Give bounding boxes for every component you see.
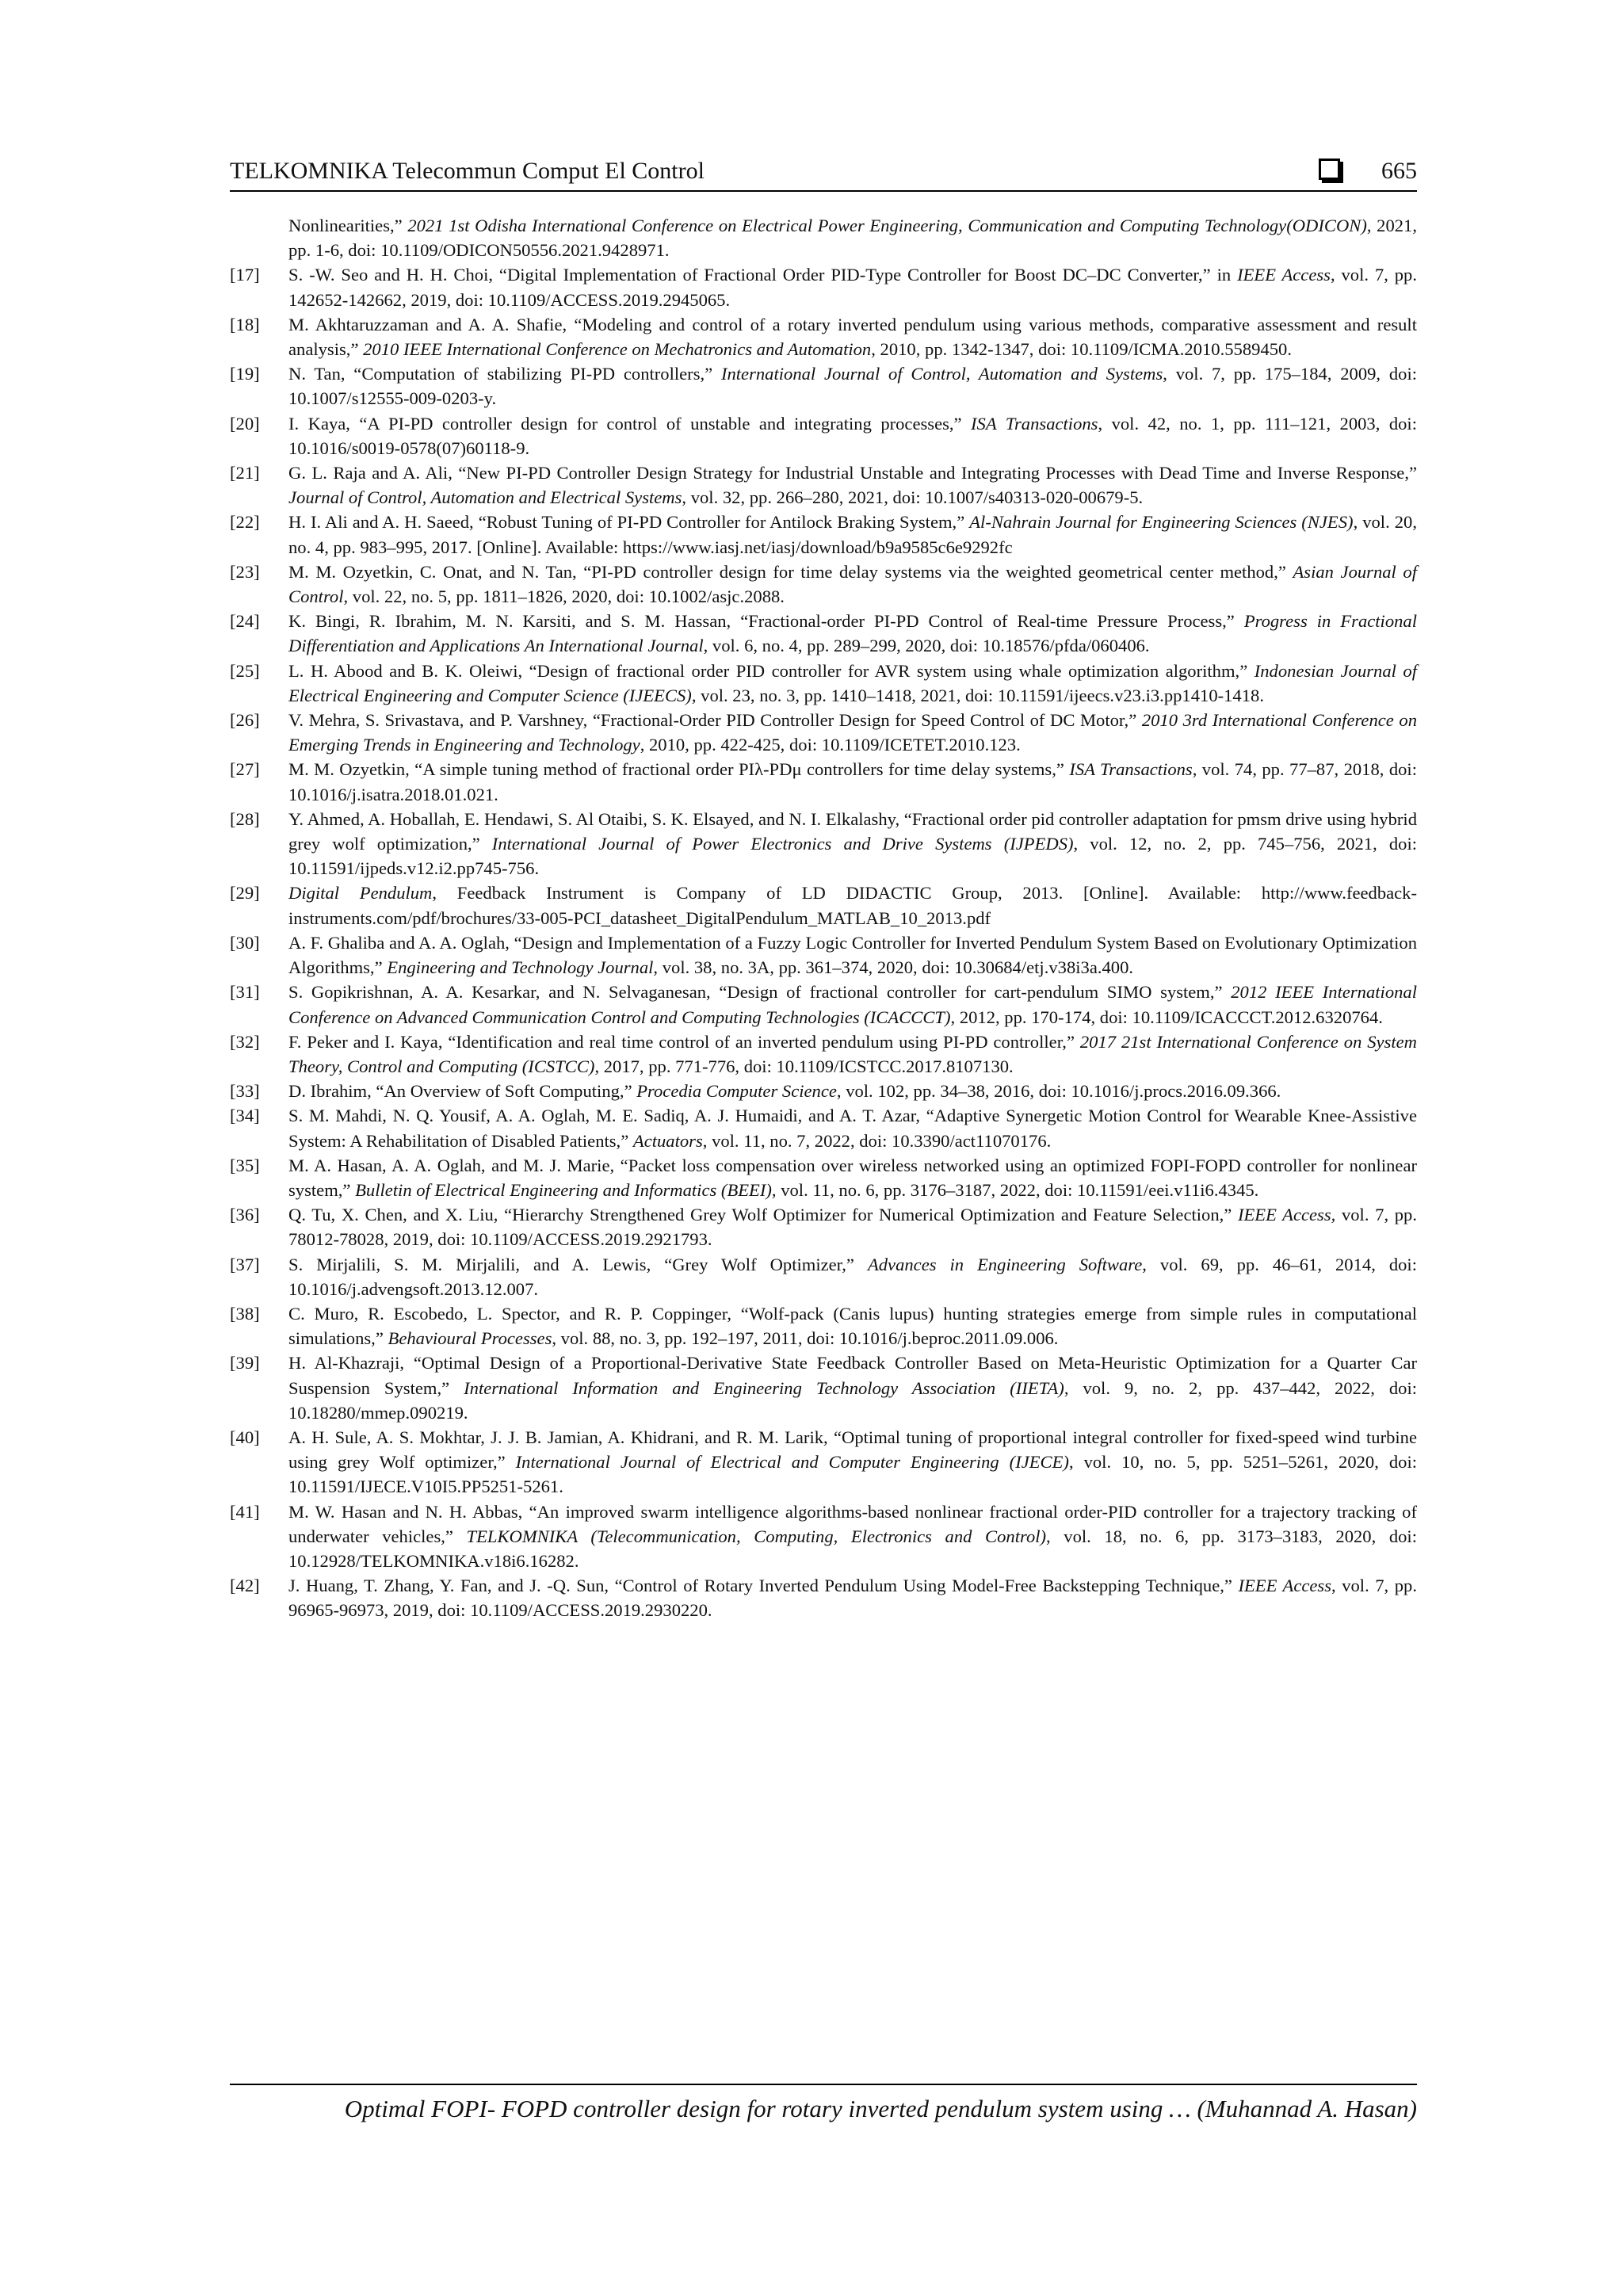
- reference-item: [230, 1573, 1417, 1622]
- reference-item: [230, 807, 1417, 881]
- reference-item: [230, 609, 1417, 658]
- reference-venue: Progress in Fractional Differentiation and Applications An International Journal: [288, 611, 1417, 656]
- reference-number: [31]: [230, 982, 260, 1003]
- reference-venue: 2012 IEEE International Conference on Advanced Communication Control and Computing Technologies (ICACCCT): [288, 982, 1417, 1027]
- reference-number: [28]: [230, 808, 260, 829]
- reference-number: [37]: [230, 1254, 260, 1274]
- reference-venue: Asian Journal of Control: [288, 561, 1417, 607]
- reference-text-pre: F. Peker and I. Kaya, “Identification and real time control of an inverted pendulum using PI-PD controller,”: [288, 1031, 1080, 1052]
- reference-item: [230, 1079, 1417, 1103]
- page-number-group: [1319, 155, 1417, 187]
- reference-text: [288, 881, 1417, 930]
- reference-number: [32]: [230, 1031, 260, 1052]
- reference-text-post: , vol. 38, no. 3A, pp. 361–374, 2020, doi: 10.30684/etj.v38i3a.400.: [653, 957, 1134, 978]
- reference-text-pre: N. Tan, “Computation of stabilizing PI-PD controllers,”: [288, 364, 721, 384]
- page-header: [230, 155, 1417, 192]
- reference-text-post: , vol. 20, no. 4, pp. 983–995, 2017. [Online]. Available: https://www.iasj.net/iasj/download/b9a9585c6e9292fc: [288, 512, 1417, 557]
- reference-text: [288, 1202, 1417, 1251]
- reference-text-post: , vol. 23, no. 3, pp. 1410–1418, 2021, doi: 10.11591/ijeecs.v23.i3.pp1410-1418.: [691, 685, 1264, 705]
- reference-item: [230, 460, 1417, 510]
- reference-text: [288, 560, 1417, 609]
- reference-item: [230, 361, 1417, 411]
- reference-text: [288, 361, 1417, 411]
- reference-text-post: , Feedback Instrument is Company of LD DIDACTIC Group, 2013. [Online]. Available: http://www.feedback-instruments.com/pdf/brochures/33-005-PCI_datasheet_DigitalPendulum_MATLAB_10_2013.pdf: [288, 883, 1417, 928]
- reference-number: [22]: [230, 512, 260, 533]
- reference-item: [230, 930, 1417, 980]
- reference-text-post: , vol. 88, no. 3, pp. 192–197, 2011, doi: 10.1016/j.beproc.2011.09.006.: [552, 1328, 1059, 1349]
- reference-text: [288, 1079, 1417, 1103]
- reference-number: [36]: [230, 1205, 260, 1225]
- reference-item: [230, 881, 1417, 930]
- reference-venue: Procedia Computer Science: [636, 1081, 837, 1102]
- reference-text-pre: Y. Ahmed, A. Hoballah, E. Hendawi, S. Al Otaibi, S. K. Elsayed, and N. I. Elkalashy, “Fractional order pid controller adaptation for pmsm drive using hybrid grey wolf optimization,”: [288, 808, 1417, 854]
- reference-text: [288, 510, 1417, 559]
- reference-text: [288, 1252, 1417, 1301]
- reference-text-pre: V. Mehra, S. Srivastava, and P. Varshney, “Fractional-Order PID Controller Design for Speed Control of DC Motor,”: [288, 710, 1142, 731]
- reference-text-pre: M. Akhtaruzzaman and A. A. Shafie, “Modeling and control of a rotary inverted pendulum using various methods, comparative assessment and result analysis,”: [288, 314, 1417, 360]
- reference-number: [35]: [230, 1155, 260, 1175]
- reference-text: [288, 1301, 1417, 1350]
- reference-item: [230, 1301, 1417, 1350]
- reference-text-pre: S. Gopikrishnan, A. A. Kesarkar, and N. Selvaganesan, “Design of fractional controller for cart-pendulum SIMO system,”: [288, 982, 1232, 1003]
- reference-text-post: , vol. 11, no. 7, 2022, doi: 10.3390/act11070176.: [702, 1130, 1052, 1151]
- reference-text-pre: Nonlinearities,”: [288, 216, 408, 235]
- reference-text-post: , vol. 9, no. 2, pp. 437–442, 2022, doi: 10.18280/mmep.090219.: [288, 1377, 1417, 1423]
- reference-text-pre: A. H. Sule, A. S. Mokhtar, J. J. B. Jamian, A. Khidrani, and R. M. Larik, “Optimal tuning of proportional integral controller for fixed-speed wind turbine using grey Wolf optimizer,”: [288, 1427, 1417, 1473]
- reference-venue: Digital Pendulum: [288, 883, 433, 904]
- reference-text-post: vol. 7, pp. 78012-78028, 2019, doi: 10.1109/ACCESS.2019.2921793.: [288, 1205, 1418, 1250]
- reference-venue: IEEE Access,: [1237, 1205, 1336, 1225]
- reference-venue: ISA Transactions: [1069, 759, 1193, 780]
- reference-venue: International Information and Engineering Technology Association (IIETA): [464, 1377, 1064, 1398]
- reference-number: [33]: [230, 1081, 260, 1102]
- reference-item: [230, 312, 1417, 361]
- reference-text-post: , vol. 7, pp. 96965-96973, 2019, doi: 10.1109/ACCESS.2019.2930220.: [288, 1576, 1417, 1621]
- reference-venue: 2017 21st International Conference on System Theory, Control and Computing (ICSTCC): [288, 1031, 1417, 1076]
- reference-text: [288, 609, 1417, 658]
- reference-number: [19]: [230, 364, 260, 384]
- reference-text-pre: M. W. Hasan and N. H. Abbas, “An improved swarm intelligence algorithms-based nonlinear fractional order-PID controller for a trajectory tracking of underwater vehicles,”: [288, 1501, 1417, 1546]
- reference-number: [25]: [230, 660, 260, 681]
- reference-text: [288, 1573, 1417, 1622]
- reference-item: [230, 510, 1417, 559]
- reference-text-pre: Q. Tu, X. Chen, and X. Liu, “Hierarchy Strengthened Grey Wolf Optimizer for Numerical Optimization and Feature Selection,”: [288, 1205, 1238, 1225]
- reference-text-post: , 2017, pp. 771-776, doi: 10.1109/ICSTCC.2017.8107130.: [594, 1056, 1014, 1076]
- reference-text-pre: C. Muro, R. Escobedo, L. Spector, and R. P. Coppinger, “Wolf-pack (Canis lupus) hunting strategies emerge from simple rules in computational simulations,”: [288, 1303, 1417, 1349]
- reference-venue: ISA Transactions: [971, 413, 1098, 434]
- reference-text: [288, 1153, 1417, 1202]
- reference-item: [230, 757, 1417, 806]
- page-footer: [230, 2084, 1417, 2125]
- reference-continuation: [288, 213, 1417, 262]
- reference-venue: 2010 IEEE International Conference on Mechatronics and Automation: [363, 339, 872, 360]
- reference-list: [230, 213, 1417, 1623]
- reference-text: [288, 930, 1417, 980]
- reference-text-pre: S. M. Mahdi, N. Q. Yousif, A. A. Oglah, M. E. Sadiq, A. J. Humaidi, and A. T. Azar, “Adaptive Synergetic Motion Control for Wearable Knee-Assistive System: A Rehabilitation of Disabled Patients,”: [288, 1106, 1417, 1151]
- reference-item: [230, 1499, 1417, 1574]
- reference-text-pre: I. Kaya, “A PI-PD controller design for control of unstable and integrating processes,”: [288, 413, 972, 434]
- reference-text-post: , vol. 7, pp. 142652-142662, 2019, doi: 10.1109/ACCESS.2019.2945065.: [288, 265, 1417, 310]
- reference-text: [288, 980, 1417, 1029]
- reference-item: [230, 980, 1417, 1029]
- reference-number: [41]: [230, 1501, 260, 1522]
- reference-text-pre: J. Huang, T. Zhang, Y. Fan, and J. -Q. Sun, “Control of Rotary Inverted Pendulum Using Model-Free Backstepping Technique,”: [288, 1576, 1239, 1596]
- reference-text-pre: M. M. Ozyetkin, C. Onat, and N. Tan, “PI-PD controller design for time delay systems via the weighted geometrical center method,”: [288, 561, 1293, 582]
- reference-text: [288, 312, 1417, 361]
- reference-text-post: , vol. 74, pp. 77–87, 2018, doi: 10.1016/j.isatra.2018.01.021.: [288, 759, 1417, 804]
- reference-text-pre: M. A. Hasan, A. A. Oglah, and M. J. Marie, “Packet loss compensation over wireless networked using an optimized FOPI-FOPD controller for nonlinear system,”: [288, 1155, 1417, 1200]
- reference-venue: International Journal of Power Electronics and Drive Systems (IJPEDS): [491, 834, 1074, 854]
- reference-venue: IEEE Access: [1238, 1576, 1331, 1596]
- reference-text-post: , vol. 6, no. 4, pp. 289–299, 2020, doi: 10.18576/pfda/060406.: [703, 636, 1150, 656]
- reference-number: [34]: [230, 1106, 260, 1126]
- reference-text: [288, 1499, 1417, 1574]
- reference-item: [230, 659, 1417, 708]
- reference-text: [288, 262, 1417, 311]
- reference-text-pre: D. Ibrahim, “An Overview of Soft Computing,”: [288, 1081, 637, 1102]
- reference-text-pre: A. F. Ghaliba and A. A. Oglah, “Design and Implementation of a Fuzzy Logic Controller for Inverted Pendulum System Based on Evolutionary Optimization Algorithms,”: [288, 932, 1417, 978]
- reference-text-pre: L. H. Abood and B. K. Oleiwi, “Design of fractional order PID controller for AVR system using whale optimization algorithm,”: [288, 660, 1254, 681]
- reference-text-post: , vol. 12, no. 2, pp. 745–756, 2021, doi: 10.11591/ijpeds.v12.i2.pp745-756.: [288, 834, 1417, 879]
- reference-venue: Engineering and Technology Journal: [387, 957, 654, 978]
- reference-item: [230, 1252, 1417, 1301]
- reference-text: [288, 1350, 1417, 1425]
- reference-number: [27]: [230, 759, 260, 780]
- reference-item: [230, 708, 1417, 757]
- reference-number: [24]: [230, 611, 260, 632]
- reference-text-post: , vol. 32, pp. 266–280, 2021, doi: 10.1007/s40313-020-00679-5.: [682, 487, 1144, 508]
- reference-number: [26]: [230, 710, 260, 731]
- reference-text: [288, 708, 1417, 757]
- reference-text: [288, 411, 1417, 460]
- reference-item: [230, 560, 1417, 609]
- reference-item: [230, 1103, 1417, 1152]
- journal-title: TELKOMNIKA Telecommun Comput El Control: [230, 158, 705, 184]
- reference-item: [230, 411, 1417, 460]
- reference-number: [30]: [230, 932, 260, 953]
- reference-text-pre: M. M. Ozyetkin, “A simple tuning method of fractional order PIλ-PDμ controllers for time delay systems,”: [288, 759, 1070, 780]
- reference-venue: International Journal of Control, Automation and Systems: [720, 364, 1163, 384]
- reference-item: [230, 1153, 1417, 1202]
- reference-text: [288, 757, 1417, 806]
- reference-text-post: , 2021, pp. 1-6, doi: 10.1109/ODICON50556.2021.9428971.: [288, 216, 1417, 261]
- reference-text-pre: H. Al-Khazraji, “Optimal Design of a Proportional-Derivative State Feedback Controller Based on Meta-Heuristic Optimization for a Quarter Car Suspension System,”: [288, 1353, 1417, 1398]
- footer-article-title: Optimal FOPI- FOPD controller design for rotary inverted pendulum system using … (Muhannad A. Hasan): [344, 2095, 1417, 2122]
- reference-item: [230, 1202, 1417, 1251]
- reference-venue: TELKOMNIKA (Telecommunication, Computing, Electronics and Control): [466, 1526, 1047, 1546]
- reference-item: [230, 1030, 1417, 1079]
- reference-number: [40]: [230, 1427, 260, 1447]
- reference-text: [288, 659, 1417, 708]
- reference-venue: 2010 3rd International Conference on Emerging Trends in Engineering and Technology: [288, 710, 1417, 755]
- reference-text-pre: H. I. Ali and A. H. Saeed, “Robust Tuning of PI-PD Controller for Antilock Braking System,”: [288, 512, 970, 533]
- reference-text-post: , vol. 11, no. 6, pp. 3176–3187, 2022, doi: 10.11591/eei.v11i6.4345.: [771, 1179, 1259, 1200]
- reference-venue: Al-Nahrain Journal for Engineering Sciences (NJES): [969, 512, 1354, 533]
- reference-text-post: , vol. 10, no. 5, pp. 5251–5261, 2020, doi: 10.11591/IJECE.V10I5.PP5251-5261.: [288, 1452, 1417, 1497]
- reference-text-post: , vol. 18, no. 6, pp. 3173–3183, 2020, doi: 10.12928/TELKOMNIKA.v18i6.16282.: [288, 1526, 1417, 1571]
- reference-text: [288, 1425, 1417, 1499]
- reference-number: [23]: [230, 561, 260, 582]
- reference-text-pre: S. -W. Seo and H. H. Choi, “Digital Implementation of Fractional Order PID-Type Controller for Boost DC–DC Converter,” in: [288, 265, 1238, 285]
- reference-number: [29]: [230, 883, 260, 904]
- reference-text-post: , 2010, pp. 1342-1347, doi: 10.1109/ICMA.2010.5589450.: [871, 339, 1292, 360]
- reference-number: [18]: [230, 314, 260, 334]
- reference-venue: Behavioural Processes: [388, 1328, 552, 1349]
- reference-text: [288, 807, 1417, 881]
- reference-number: [42]: [230, 1576, 260, 1596]
- reference-venue: Advances in Engineering Software: [867, 1254, 1143, 1274]
- reference-venue: Actuators: [632, 1130, 703, 1151]
- reference-text-post: , 2012, pp. 170-174, doi: 10.1109/ICACCCT.2012.6320764.: [950, 1007, 1383, 1027]
- reference-item: [230, 1350, 1417, 1425]
- reference-text-pre: K. Bingi, R. Ibrahim, M. N. Karsiti, and S. M. Hassan, “Fractional-order PI-PD Control of Real-time Pressure Process,”: [288, 611, 1244, 632]
- page-number: 665: [1381, 158, 1417, 184]
- reference-text-pre: G. L. Raja and A. Ali, “New PI-PD Controller Design Strategy for Industrial Unstable and Integrating Processes with Dead Time and Inverse Response,”: [288, 463, 1417, 483]
- reference-text: [288, 460, 1417, 510]
- reference-number: [17]: [230, 265, 260, 285]
- reference-venue: Indonesian Journal of Electrical Engineering and Computer Science (IJEECS): [288, 660, 1417, 705]
- checkbox-square-icon: [1319, 159, 1340, 180]
- reference-number: [38]: [230, 1303, 260, 1324]
- reference-number: [39]: [230, 1353, 260, 1373]
- reference-venue: Journal of Control, Automation and Electrical Systems: [288, 487, 682, 508]
- reference-venue: Bulletin of Electrical Engineering and Informatics (BEEI): [355, 1179, 772, 1200]
- reference-item: [230, 1425, 1417, 1499]
- reference-text-post: , vol. 102, pp. 34–38, 2016, doi: 10.1016/j.procs.2016.09.366.: [836, 1081, 1281, 1102]
- reference-text-post: , vol. 69, pp. 46–61, 2014, doi: 10.1016/j.advengsoft.2013.12.007.: [288, 1254, 1417, 1299]
- reference-number: [21]: [230, 463, 260, 483]
- reference-text-post: , vol. 22, no. 5, pp. 1811–1826, 2020, doi: 10.1002/asjc.2088.: [343, 586, 785, 607]
- reference-number: [20]: [230, 413, 260, 434]
- reference-text-post: , 2010, pp. 422-425, doi: 10.1109/ICETET.2010.123.: [640, 735, 1021, 755]
- reference-text: [288, 1030, 1417, 1079]
- reference-item: [230, 262, 1417, 311]
- reference-text-post: , vol. 42, no. 1, pp. 111–121, 2003, doi: 10.1016/s0019-0578(07)60118-9.: [288, 413, 1417, 458]
- reference-text-post: , vol. 7, pp. 175–184, 2009, doi: 10.1007/s12555-009-0203-y.: [288, 364, 1418, 409]
- reference-venue: 2021 1st Odisha International Conference on Electrical Power Engineering, Communication and Computing Technology(ODICON): [407, 216, 1367, 235]
- reference-text-pre: S. Mirjalili, S. M. Mirjalili, and A. Lewis, “Grey Wolf Optimizer,”: [288, 1254, 868, 1274]
- reference-venue: IEEE Access: [1237, 265, 1331, 285]
- reference-text: [288, 1103, 1417, 1152]
- reference-venue: International Journal of Electrical and Computer Engineering (IJECE): [515, 1452, 1069, 1473]
